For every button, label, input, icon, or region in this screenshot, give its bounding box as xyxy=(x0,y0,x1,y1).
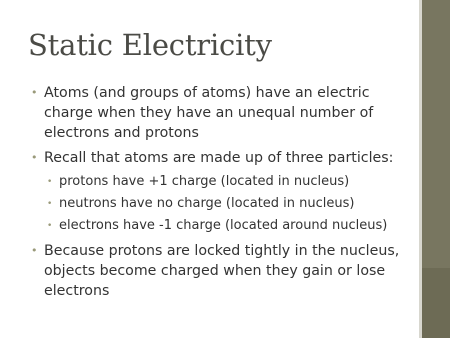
sub-bullet-dot-icon: • xyxy=(47,199,53,209)
sub-bullet-dot-icon: • xyxy=(47,221,53,231)
sub-bullet-dot-icon: • xyxy=(47,177,53,187)
sub-bullet-text: neutrons have no charge (located in nucleus) xyxy=(59,196,355,211)
slide-title: Static Electricity xyxy=(28,28,272,62)
bullet-item xyxy=(30,83,415,143)
bullet-dot-icon: • xyxy=(31,86,38,99)
sub-bullet-text: electrons have -1 charge (located around nucleus) xyxy=(59,218,388,233)
sub-bullet-item xyxy=(30,217,415,235)
bullet-text: Atoms (and groups of atoms) have an electric charge when they have an unequal number of electrons and protons xyxy=(44,85,374,141)
sub-bullet-item xyxy=(30,195,415,213)
sub-bullet-item xyxy=(30,173,415,191)
bullet-item xyxy=(30,241,415,301)
bullet-dot-icon: • xyxy=(31,151,38,164)
sidebar-accent xyxy=(422,268,450,338)
sub-bullet-text: protons have +1 charge (located in nucleus) xyxy=(59,174,350,189)
bullet-item xyxy=(30,148,415,168)
bullet-text: Because protons are locked tightly in the nucleus, objects become charged when they gain or lose electrons xyxy=(44,243,400,299)
slide-body xyxy=(30,83,415,306)
bullet-text: Recall that atoms are made up of three particles: xyxy=(44,150,394,166)
bullet-dot-icon: • xyxy=(31,244,38,257)
